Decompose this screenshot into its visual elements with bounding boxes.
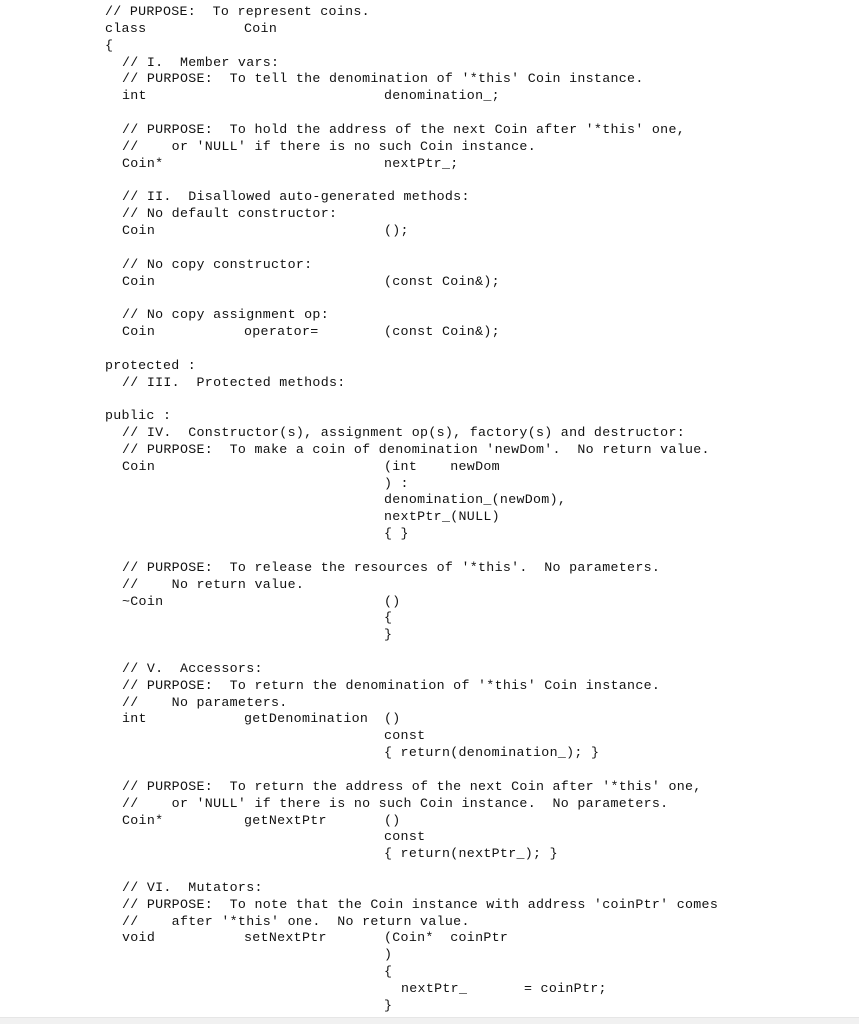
code-line <box>0 964 859 981</box>
code-line <box>0 695 859 712</box>
code-line <box>0 509 859 526</box>
code-line <box>0 829 859 846</box>
code-line <box>0 223 859 240</box>
code-line <box>0 560 859 577</box>
code-line <box>0 543 859 560</box>
code-line <box>0 21 859 38</box>
code-line <box>0 4 859 21</box>
code-line <box>0 610 859 627</box>
code-line <box>0 796 859 813</box>
code-line <box>0 526 859 543</box>
code-token: denomination_; <box>384 88 500 104</box>
code-token: { <box>105 37 114 53</box>
code-token: Coin* <box>122 812 164 828</box>
code-token: // PURPOSE: To return the address of the next Coin after '*this' one, <box>122 778 702 794</box>
code-line <box>0 863 859 880</box>
code-line <box>0 38 859 55</box>
code-line <box>0 122 859 139</box>
code-token: } <box>384 627 393 643</box>
code-token: = coinPtr; <box>524 980 607 996</box>
code-token: getDenomination <box>244 711 369 727</box>
code-line <box>0 105 859 122</box>
code-token: Coin <box>122 458 156 474</box>
code-line <box>0 240 859 257</box>
code-token: // No copy constructor: <box>122 256 313 272</box>
code-token: // or 'NULL' if there is no such Coin instance. No parameters. <box>122 795 669 811</box>
code-token: setNextPtr <box>244 930 327 946</box>
code-token: // PURPOSE: To represent coins. <box>105 4 370 19</box>
code-token: void <box>122 930 156 946</box>
code-token: getNextPtr <box>244 812 327 828</box>
code-token: (const Coin&); <box>384 273 500 289</box>
code-line <box>0 408 859 425</box>
code-listing <box>0 4 859 1015</box>
code-token: // No default constructor: <box>122 206 338 222</box>
code-line <box>0 594 859 611</box>
code-line <box>0 172 859 189</box>
code-token: const <box>384 829 426 845</box>
code-line <box>0 391 859 408</box>
code-line <box>0 930 859 947</box>
code-token: (Coin* coinPtr <box>384 930 509 946</box>
code-token: ) : <box>384 475 409 491</box>
code-line <box>0 375 859 392</box>
code-token: // III. Protected methods: <box>122 374 346 390</box>
code-token: // PURPOSE: To tell the denomination of '*this' Coin instance. <box>122 71 644 87</box>
code-token: (int newDom <box>384 458 500 474</box>
code-token: (const Coin&); <box>384 324 500 340</box>
code-line <box>0 779 859 796</box>
code-line <box>0 813 859 830</box>
code-token: () <box>384 711 401 727</box>
code-token: // IV. Constructor(s), assignment op(s), factory(s) and destructor: <box>122 425 686 441</box>
code-token: // after '*this' one. No return value. <box>122 913 470 929</box>
code-token: () <box>384 812 401 828</box>
code-token: public : <box>105 408 172 424</box>
code-token: Coin <box>244 20 278 36</box>
code-line <box>0 914 859 931</box>
code-token: { return(nextPtr_); } <box>384 846 558 862</box>
code-line <box>0 745 859 762</box>
code-token: // No parameters. <box>122 694 288 710</box>
code-line <box>0 257 859 274</box>
code-line <box>0 627 859 644</box>
code-line <box>0 459 859 476</box>
code-token: // V. Accessors: <box>122 660 263 676</box>
code-token: // or 'NULL' if there is no such Coin instance. <box>122 138 536 154</box>
code-line <box>0 897 859 914</box>
code-line <box>0 880 859 897</box>
code-line <box>0 981 859 998</box>
code-token: // VI. Mutators: <box>122 879 263 895</box>
code-token: class <box>105 20 147 36</box>
code-token: ) <box>384 947 393 963</box>
code-token: Coin <box>122 324 156 340</box>
code-token: { return(denomination_); } <box>384 745 600 761</box>
code-token: } <box>384 997 393 1013</box>
code-line <box>0 55 859 72</box>
code-token: Coin <box>122 273 156 289</box>
code-token: ~Coin <box>122 593 164 609</box>
code-line <box>0 846 859 863</box>
code-token: // No return value. <box>122 576 305 592</box>
code-token: // No copy assignment op: <box>122 307 329 323</box>
code-token: nextPtr_(NULL) <box>384 509 500 525</box>
code-line <box>0 206 859 223</box>
code-token: nextPtr_ <box>401 980 468 996</box>
code-line <box>0 139 859 156</box>
code-line <box>0 998 859 1015</box>
code-line <box>0 189 859 206</box>
code-line <box>0 324 859 341</box>
code-token: // PURPOSE: To hold the address of the next Coin after '*this' one, <box>122 121 686 137</box>
code-line <box>0 661 859 678</box>
code-line <box>0 577 859 594</box>
code-token: // PURPOSE: To release the resources of '*this'. No parameters. <box>122 559 661 575</box>
code-line <box>0 71 859 88</box>
code-token: // PURPOSE: To note that the Coin instance with address 'coinPtr' comes <box>122 896 719 912</box>
code-line <box>0 442 859 459</box>
code-line <box>0 678 859 695</box>
code-line <box>0 274 859 291</box>
code-token: denomination_(newDom), <box>384 492 567 508</box>
code-line <box>0 711 859 728</box>
code-token: (); <box>384 222 409 238</box>
code-line <box>0 358 859 375</box>
code-token: nextPtr_; <box>384 155 459 171</box>
code-line <box>0 307 859 324</box>
code-token: // PURPOSE: To return the denomination of '*this' Coin instance. <box>122 677 661 693</box>
code-token: int <box>122 711 147 727</box>
code-line <box>0 88 859 105</box>
code-token: Coin* <box>122 155 164 171</box>
code-line <box>0 156 859 173</box>
code-line <box>0 492 859 509</box>
code-token: // II. Disallowed auto-generated methods: <box>122 189 470 205</box>
code-token: int <box>122 88 147 104</box>
code-line <box>0 290 859 307</box>
code-line <box>0 728 859 745</box>
code-line <box>0 425 859 442</box>
code-token: { <box>384 610 393 626</box>
window-bottom-edge <box>0 1017 859 1024</box>
code-token: () <box>384 593 401 609</box>
code-line <box>0 762 859 779</box>
code-token: operator= <box>244 324 319 340</box>
code-token: { <box>384 964 393 980</box>
code-token: const <box>384 728 426 744</box>
code-token: protected : <box>105 357 197 373</box>
code-token: Coin <box>122 222 156 238</box>
code-token: // PURPOSE: To make a coin of denomination 'newDom'. No return value. <box>122 441 710 457</box>
code-line <box>0 476 859 493</box>
code-line <box>0 341 859 358</box>
code-token: // I. Member vars: <box>122 54 280 70</box>
code-line <box>0 644 859 661</box>
code-token: { } <box>384 526 409 542</box>
code-line <box>0 947 859 964</box>
